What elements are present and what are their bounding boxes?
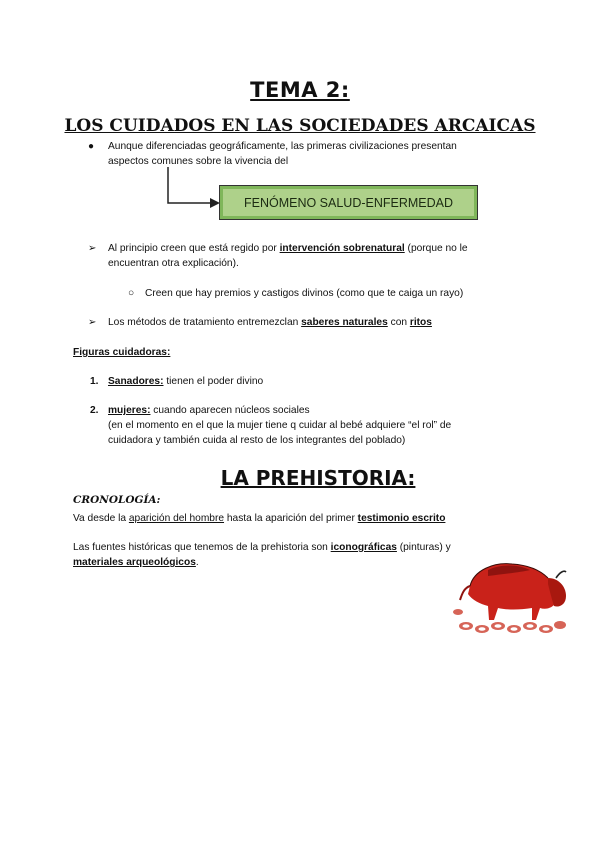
fuentes-line-2: materiales arqueológicos. bbox=[73, 557, 199, 568]
page-title: TEMA 2: bbox=[250, 78, 350, 102]
section-subtitle: LOS CUIDADOS EN LAS SOCIEDADES ARCAICAS bbox=[64, 116, 536, 136]
bison-cave-painting bbox=[448, 556, 574, 636]
figuras-heading: Figuras cuidadoras: bbox=[73, 347, 171, 358]
figuras-item-2-line-2: (en el momento en el que la mujer tiene q cuidar al bebé adquiere “el rol” de bbox=[108, 420, 452, 431]
salud-enfermedad-box: FENÓMENO SALUD-ENFERMEDAD bbox=[219, 185, 478, 220]
bullet1-sub: Creen que hay premios y castigos divinos (como que te caiga un rayo) bbox=[145, 288, 464, 299]
bullet-dot: ● bbox=[88, 141, 95, 152]
prehistoria-title: LA PREHISTORIA: bbox=[220, 466, 416, 490]
figuras-item-2: mujeres: cuando aparecen núcleos sociales bbox=[108, 405, 310, 416]
arrow-bullet-icon: ➢ bbox=[88, 317, 97, 328]
item-number: 2. bbox=[90, 405, 99, 416]
bullet1-line-2: encuentran otra explicación). bbox=[108, 258, 239, 269]
fuentes-line-1: Las fuentes históricas que tenemos de la prehistoria son iconográficas (pinturas) y bbox=[73, 542, 451, 553]
item-number: 1. bbox=[90, 376, 99, 387]
figuras-item-1: Sanadores: tienen el poder divino bbox=[108, 376, 264, 387]
bullet1-line-1: Al principio creen que está regido por intervención sobrenatural (porque no le bbox=[108, 243, 468, 254]
bullet2-line: Los métodos de tratamiento entremezclan saberes naturales con ritos bbox=[108, 317, 432, 328]
arrow-bullet-icon: ➢ bbox=[88, 243, 97, 254]
circle-bullet-icon: ○ bbox=[128, 288, 135, 299]
cronologia-text: Va desde la aparición del hombre hasta la aparición del primer testimonio escrito bbox=[73, 513, 446, 524]
cronologia-heading: CRONOLOGÍA: bbox=[73, 494, 161, 506]
intro-line-1: Aunque diferenciadas geográficamente, las primeras civilizaciones presentan bbox=[108, 141, 457, 152]
intro-line-2: aspectos comunes sobre la vivencia del bbox=[108, 156, 289, 167]
arrow-connector bbox=[160, 165, 222, 215]
figuras-item-2-line-3: cuidadora y también cuida al resto de los integrantes del poblado) bbox=[108, 435, 406, 446]
